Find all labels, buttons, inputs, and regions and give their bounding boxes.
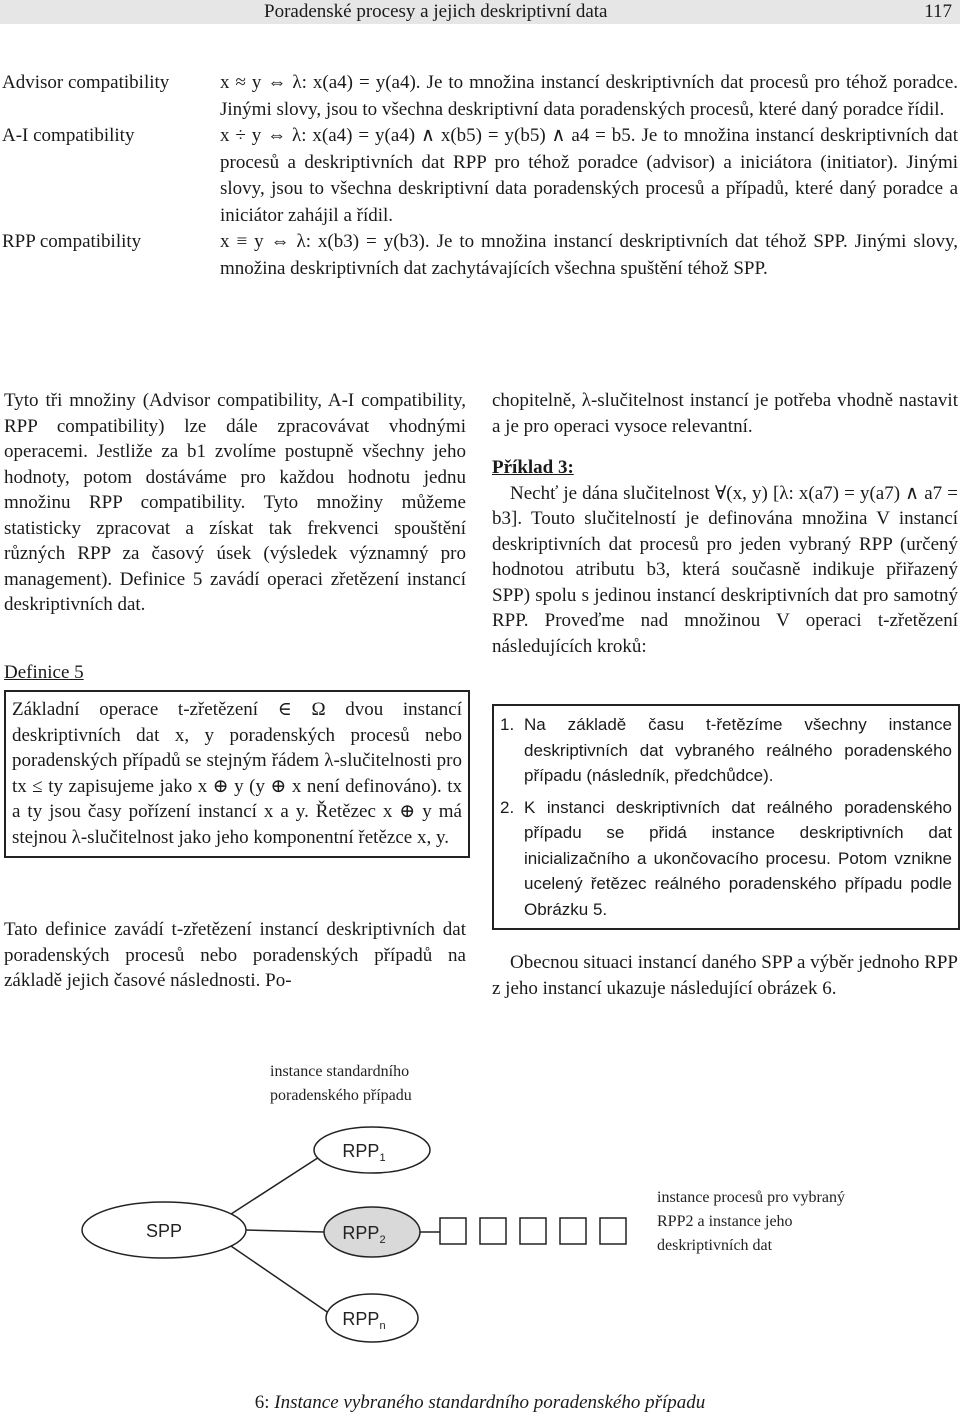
connector-line (228, 1150, 330, 1216)
caption-number: 6: (254, 1392, 270, 1413)
definition-term: Advisor compatibility (2, 72, 170, 93)
step-number: 1. (500, 715, 515, 734)
definition-term: A-I compatibility (2, 125, 135, 146)
example-text: Nechť je dána slučitelnost ∀(x, y) [λ: x(a7) = y(a7) ∧ a7 = b3]. Touto slučitelností je definována množina V instancí deskriptivních dat procesů pro jeden vybraný RPP (určený hodnotou atributu b3, která současně indikuje přiřazený SPP) spolu s jedinou instancí deskriptivních dat pro samotný RPP. Proveďme nad množinou V operaci t-zřetězení následujících kroků: (492, 482, 958, 657)
definition-formula: x ≡ y ⇔ λ: x(b3) = y(b3). (220, 231, 430, 252)
figure-caption (0, 1392, 960, 1414)
figure-label-right: instance procesů pro vybraný RPP2 a instance jeho deskriptivních dat (657, 1189, 845, 1254)
definition-description (220, 70, 958, 123)
right-column-closing (492, 950, 958, 1001)
process-instance-box (560, 1218, 586, 1244)
steps-box (492, 704, 960, 930)
paragraph: Tato definice zavádí t-zřetězení instancí deskriptivních dat poradenských procesů nebo poradenských případů na základě jejich časové následnosti. Po- (4, 919, 466, 991)
definition-description (220, 229, 958, 282)
definition-heading: Definice 5 (4, 662, 84, 683)
definition-row (0, 229, 960, 282)
paragraph: Obecnou situaci instancí daného SPP a výběr jednoho RPP z jeho instancí ukazuje následující obrázek 6. (492, 952, 958, 999)
definition-box-text: Základní operace t-zřetězení ∈ Ω dvou instancí deskriptivních dat x, y poradenských procesů nebo poradenských případů se stejným řádem λ-slučitelnosti pro tx ≤ ty zapisujeme jako x ⊕ y (y ⊕ x není definováno). tx a ty jsou časy pořízení instancí x a y. Řetězec x ⊕ y má stejnou λ-slučitelnost jako jeho komponentní řetězce x, y. (12, 699, 462, 848)
definition-description (220, 123, 958, 229)
page-number: 117 (924, 1, 952, 22)
definition-text: Je to množina instancí deskriptivních dat téhož SPP. Jinými slovy, množina deskriptivních dat zachytávajících všechna spuštění téhož SPP. (220, 231, 959, 279)
definition-formula: x ÷ y ⇔ λ: x(a4) = y(a4) ∧ x(b5) = y(b5) ∧ a4 = b5. (220, 125, 636, 146)
paragraph: chopitelně, λ-slučitelnost instancí je potřeba vhodně nastavit a je pro operaci vysoce relevantní. (492, 390, 958, 437)
running-title: Poradenské procesy a jejich deskriptivní data (264, 1, 608, 22)
definition-text: Je to množina instancí deskriptivních dat procesů pro téhož poradce. Jinými slovy, jsou to všechna deskriptivní data poradenských procesů, které daný poradce řídil. (220, 72, 958, 120)
definition-box (4, 690, 470, 858)
process-instance-box (480, 1218, 506, 1244)
definition-row (0, 123, 960, 229)
definition-text: Je to množina instancí deskriptivních dat procesů a deskriptivních dat RPP pro téhož poradce (advisor) a iniciátora (initiator). Jinými slovy, jsou to všechna deskriptivní data poradenských procesů a případů, které daný poradce a iniciátor zahájil a řídil. (220, 125, 959, 226)
definition-row (0, 70, 960, 123)
running-header (0, 0, 960, 24)
rpp1-label: $RPP_1$ (342, 1141, 386, 1164)
compatibility-definitions (0, 70, 960, 282)
figure-label-top: instance standardního poradenského případu (270, 1063, 412, 1104)
rpp2-label: $RPP_2$ (342, 1223, 386, 1246)
connector-line (245, 1230, 324, 1232)
caption-text: Instance vybraného standardního poradenského případu (274, 1392, 706, 1413)
paragraph: Tyto tři množiny (Advisor compatibility, A-I compatibility, RPP compatibility) lze dále zpracovávat vhodnými operacemi. Jestliže za b1 zvolíme postupně všechny jeho hodnoty, potom dostáváme pro každou hodnotu jednu množinu RPP compatibility. Tyto množiny můžeme statisticky zpracovat a získat tak frekvenci spouštění různých RPP za časový úsek (výsledek významný pro management). Definice 5 zavádí operaci zřetězení instancí deskriptivních dat. (4, 390, 466, 615)
list-item (500, 795, 952, 923)
list-item (500, 712, 952, 789)
figure-diagram (0, 1120, 960, 1382)
right-column (492, 388, 958, 659)
process-instance-box (440, 1218, 466, 1244)
definition-term: RPP compatibility (2, 231, 142, 252)
process-instance-box (600, 1218, 626, 1244)
step-text: Na základě času t-řetězíme všechny instance deskriptivních dat vybraného reálného poradenského případu (následník, předchůdce). (524, 715, 952, 785)
left-column-continued (4, 917, 466, 994)
step-text: K instanci deskriptivních dat reálného poradenského případu se přidá instance deskriptivních dat inicializačního a ukončovacího procesu. Potom vznikne ucelený řetězec reálného poradenského případu podle Obrázku 5. (524, 797, 952, 919)
connector-line (228, 1244, 336, 1318)
spp-label: SPP (145, 1221, 183, 1241)
definition-heading-wrap (4, 660, 466, 686)
example-heading: Příklad 3: (492, 457, 574, 478)
rppn-label: $RPP_n$ (342, 1309, 386, 1332)
left-column (4, 388, 466, 618)
step-number: 2. (500, 797, 515, 817)
definition-formula: x ≈ y ⇔ λ: x(a4) = y(a4). (220, 72, 421, 93)
process-instance-box (520, 1218, 546, 1244)
